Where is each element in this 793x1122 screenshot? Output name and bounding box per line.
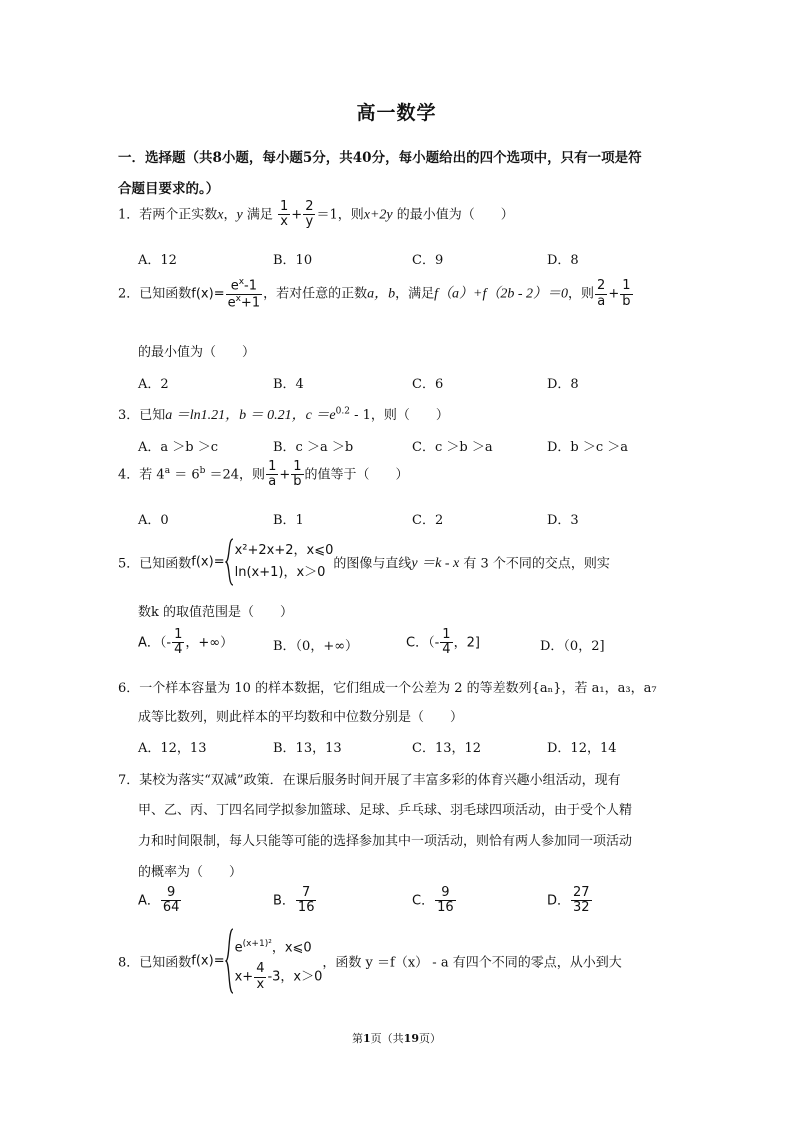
question-5: 5．已知函数f(x)= x²+2x+2，x⩽0 ln(x+1)，x＞0 的图像与直线y ＝k - x 有 3 个不同的交点，则实 [118,538,610,586]
question-2-line2: 的最小值为（ ） [138,345,256,360]
question-7-line4: 的概率为（ ） [138,865,243,880]
question-2: 2．已知函数f(x)= $\frac{e^x-1}{e^x+1}$ ，若对任意的正数a，b，满足f（a）+f（2b - 2）＝0，则 $\frac{2}{a}$ + $\frac{1}{b}$ [118,277,631,310]
section-heading-line2: 合题目要求的。） [118,181,220,197]
q7-option-d: D． $\frac{27}{32}$ [547,885,590,916]
question-3: 3．已知a ＝ln1.21，b ＝ 0.21，$c =e^{0.2} - 1$，则（ ） [118,406,449,423]
q7-option-c: C． $\frac{9}{16}$ [412,885,454,916]
question-7-line2: 甲、乙、丙、丁四名同学拟参加篮球、足球、乒乓球、羽毛球四项活动，由于受个人精 [138,803,633,818]
q2-option-c: C．6 [412,377,444,392]
question-6-line1: 6．一个样本容量为 10 的样本数据，它们组成一个公差为 2 的等差数列{aₙ}，若 a₁，a₃，a₇ [118,681,657,696]
fraction-1-over-b: $\frac{1}{b}$ [622,278,631,309]
q2-option-d: D．8 [547,377,579,392]
question-1: 1．若两个正实数x，y 满足 $\frac{1}{x}$ + $\frac{2}{y}$ ＝1，则x+2y 的最小值为（ ） [118,199,514,230]
q3-option-a: A．a ＞b ＞c [138,440,219,455]
question-8: 8．已知函数f(x)= $e^{(x+1)^2}$，x⩽0 x+ $\frac{4}{x}$ -3，x＞0 ，函数 y ＝f（x） - a 有四个不同的零点，从小到大 [118,928,622,994]
piecewise-function-2: $e^{(x+1)^2}$，x⩽0 x+ $\frac{4}{x}$ -3，x＞0 [225,928,323,994]
question-4: 4．若 $4^a = 6^b =24$，则 $\frac{1}{a}$ + $\frac{1}{b}$ 的值等于（ ） [118,459,409,490]
q1-option-d: D．8 [547,253,579,268]
question-5-line2: 数k 的取值范围是（ ） [138,605,294,620]
fraction-fx: $\frac{e^x-1}{e^x+1}$ [227,277,261,310]
q5-option-b: B．（0，+∞） [273,639,359,654]
q7-option-a: A． $\frac{9}{64}$ [138,885,180,916]
question-7-line1: 7．某校为落实“双减”政策．在课后服务时间开展了丰富多彩的体育兴趣小组活动，现有 [118,773,621,788]
q1-option-c: C．9 [412,253,444,268]
left-brace-icon [225,538,235,586]
q3-option-b: B．c ＞a ＞b [273,440,354,455]
q4-option-c: C．2 [412,513,444,528]
q6-option-a: A．12，13 [138,741,207,756]
fraction-1-over-b: $\frac{1}{b}$ [293,459,302,490]
q3-option-d: D．b ＞c ＞a [547,440,629,455]
q7-option-b: B． $\frac{7}{16}$ [273,885,315,916]
q1-option-b: B．10 [273,253,313,268]
fraction-2-over-y: $\frac{2}{y}$ [305,199,314,230]
q6-option-c: C．13，12 [412,741,482,756]
question-7-line3: 力和时间限制，每人只能等可能的选择参加其中一项活动，则恰有两人参加同一项活动 [138,834,633,849]
fraction-1-over-a: $\frac{1}{a}$ [268,459,277,490]
q5-option-c: C．（- $\frac{1}{4}$ ，2] [406,627,480,658]
question-6-line2: 成等比数列，则此样本的平均数和中位数分别是（ ） [138,710,464,725]
page-title: 高一数学 [356,102,437,124]
q5-option-d: D．（0，2] [540,639,605,654]
q2-option-b: B．4 [273,377,304,392]
q6-option-d: D．12，14 [547,741,617,756]
q4-option-d: D．3 [547,513,579,528]
section-heading-line1: 一．选择题（共8小题，每小题5分，共40分，每小题给出的四个选项中，只有一项是符 [118,150,642,166]
q5-option-a: A．（- $\frac{1}{4}$ ，+∞） [138,627,234,658]
q2-option-a: A．2 [138,377,169,392]
q1-option-a: A．12 [138,253,177,268]
q3-option-c: C．c ＞b ＞a [412,440,493,455]
left-brace-icon [225,928,235,994]
fraction-1-over-x: $\frac{1}{x}$ [280,199,289,230]
q4-option-b: B．1 [273,513,304,528]
q6-option-b: B．13，13 [273,741,342,756]
q4-option-a: A．0 [138,513,169,528]
fraction-2-over-a: $\frac{2}{a}$ [597,278,606,309]
piecewise-function: x²+2x+2，x⩽0 ln(x+1)，x＞0 [225,538,334,586]
page-footer: 第1页（共19页） [352,1032,441,1045]
